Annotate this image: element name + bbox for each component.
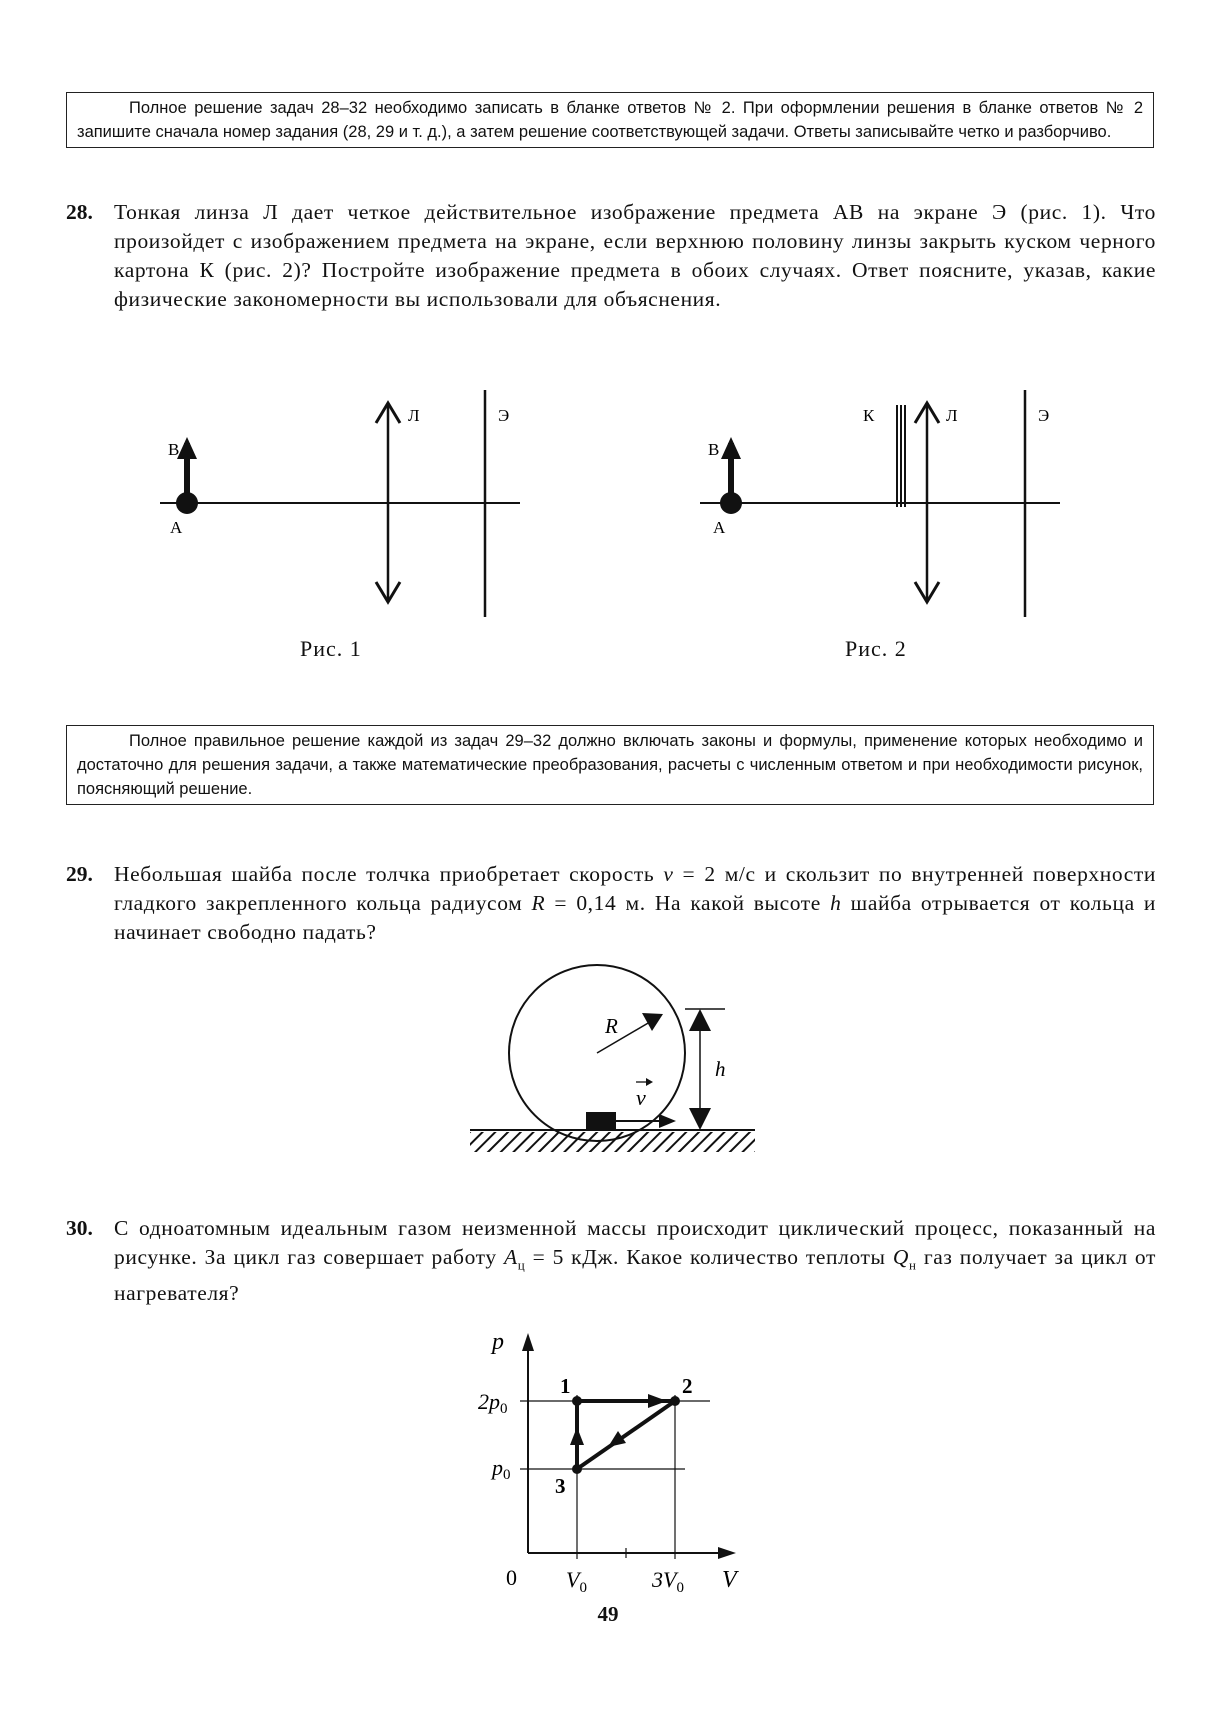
label-v: v (636, 1085, 646, 1110)
task-30-number: 30. (66, 1216, 93, 1240)
figure-ring (460, 975, 760, 1175)
label-b: В (168, 440, 180, 459)
tick-v0: $V_0$ (566, 1567, 587, 1596)
point-1-label: 1 (560, 1374, 571, 1398)
axis-p-label: p (492, 1329, 504, 1355)
label-h: h (715, 1057, 726, 1081)
object-point-a (176, 492, 198, 514)
process-2-3 (577, 1401, 675, 1469)
task-29 (66, 860, 1156, 947)
tick-p0: p0 (492, 1455, 511, 1483)
tick-3v0: $3V_0$ (652, 1567, 684, 1596)
label-card: К (863, 406, 875, 425)
point-1 (572, 1396, 582, 1406)
task-29-number: 29. (66, 862, 93, 886)
page-number: 49 (597, 1602, 619, 1626)
pv-diagram (460, 1325, 780, 1595)
task-28 (66, 198, 1156, 314)
object-point-a (720, 492, 742, 514)
point-3 (572, 1464, 582, 1474)
label-lens: Л (408, 406, 420, 425)
label-a: А (170, 518, 183, 537)
task-30-text: С одноатомным идеальным газом неизменной массы происходит циклический процесс, показанный на рисунке. За цикл газ совершает работу $A_ц = 5$ кДж. Какое количество теплоты $Q_н$ газ получает за цикл от нагревателя? (114, 1216, 1156, 1306)
task-28-text: Тонкая линза Л дает четкое действительное изображение предмета AB на экране Э (рис. 1). Что произойдет с изображением предмета на экране, если верхнюю половину линзы закрыть куском черного картона К (рис. 2)? Постройте изображение предмета в обоих случаях. Ответ поясните, указав, какие физические закономерности вы использовали для объяснения. (114, 200, 1156, 311)
puck (586, 1112, 616, 1130)
figure-2 (690, 385, 1070, 635)
label-b: В (708, 440, 720, 459)
point-2 (670, 1396, 680, 1406)
instructions-box-2 (66, 725, 1154, 805)
axis-v-label: V (722, 1567, 737, 1593)
label-lens: Л (946, 406, 958, 425)
origin-label: 0 (506, 1565, 517, 1590)
label-a: А (713, 518, 726, 537)
task-28-number: 28. (66, 200, 93, 224)
hatching (470, 1132, 755, 1152)
figure-1-caption: Рис. 1 (300, 636, 362, 661)
label-screen: Э (1038, 406, 1050, 425)
figure-2-caption: Рис. 2 (845, 636, 907, 661)
label-r: R (605, 1014, 618, 1038)
point-2-label: 2 (682, 1374, 693, 1398)
tick-2p0: 2p0 (478, 1389, 508, 1417)
instructions-box-1 (66, 92, 1154, 148)
label-screen: Э (498, 406, 510, 425)
instructions-text-1: Полное решение задач 28–32 необходимо записать в бланке ответов № 2. При оформлении решения в бланке ответов № 2 запишите сначала номер задания (28, 29 и т. д.), а затем решение соответствующей задачи. Ответы записывайте четко и разборчиво. (77, 99, 1143, 141)
figure-1 (150, 385, 530, 635)
instructions-text-2: Полное правильное решение каждой из задач 29–32 должно включать законы и формулы, применение которых необходимо и достаточно для решения задачи, а также математические преобразования, расчеты с численным ответом и при необходимости рисунок, поясняющий решение. (77, 732, 1143, 798)
task-30 (66, 1214, 1156, 1308)
task-29-text: Небольшая шайба после толчка приобретает скорость v = 2 м/с и скользит по внутренней поверхности гладкого закрепленного кольца радиусом R = 0,14 м. На какой высоте h шайба отрывается от кольца и начинает свободно падать? (114, 862, 1157, 944)
point-3-label: 3 (555, 1474, 566, 1498)
